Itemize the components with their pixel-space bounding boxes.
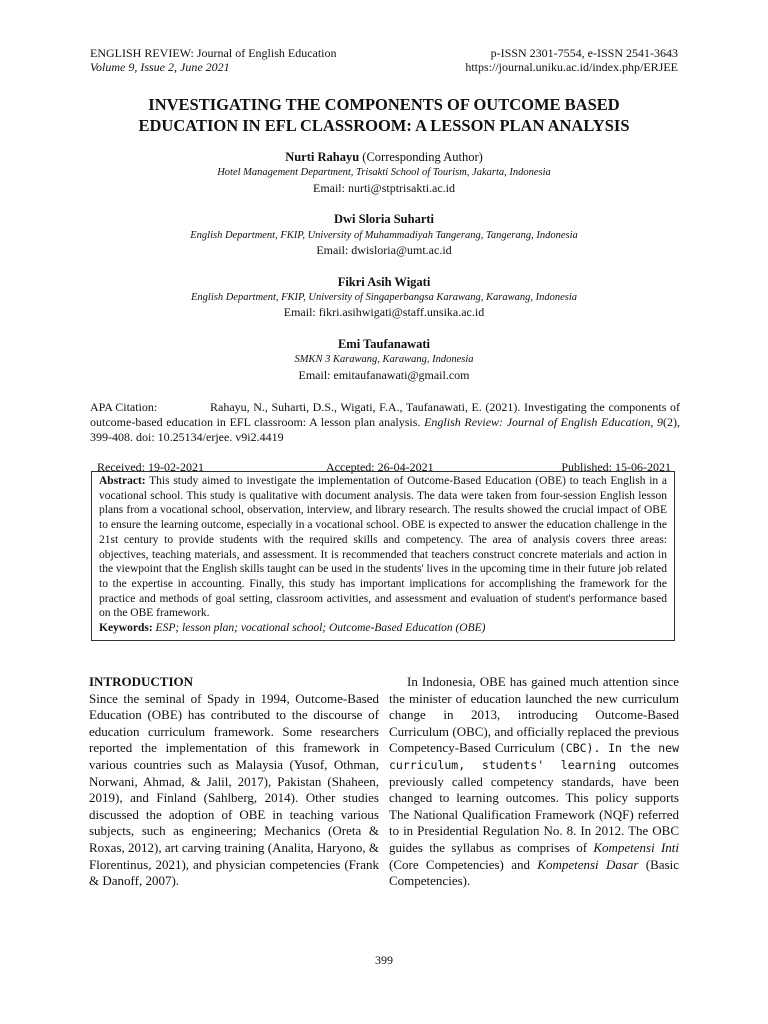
author-note: (Corresponding Author)	[359, 150, 483, 164]
author-4-email[interactable]: Email: emitaufanawati@gmail.com	[298, 368, 470, 382]
received-date: Received: 19-02-2021	[97, 460, 204, 474]
title-line-1: INVESTIGATING THE COMPONENTS OF OUTCOME BASED	[148, 95, 620, 114]
apa-citation	[90, 400, 680, 445]
term-kompetensi-inti: Kompetensi Inti	[593, 839, 679, 855]
term-kompetensi-dasar: Kompetensi Dasar	[537, 856, 639, 872]
page-number: 399	[375, 953, 393, 967]
citation-label: APA Citation:	[90, 400, 158, 414]
author-name: Dwi Sloria Suharti	[333, 212, 434, 226]
author-1-affiliation: Hotel Management Department, Trisakti School of Tourism, Jakarta, Indonesia	[217, 167, 551, 178]
journal-url[interactable]: https://journal.uniku.ac.id/index.php/ERJEE	[465, 60, 678, 74]
citation-rest: (2), 399-408. doi: 10.25134/erjee. v9i2.4419	[90, 415, 680, 444]
intro-paragraph-right	[389, 674, 679, 890]
keywords	[99, 621, 667, 636]
author-1	[60, 150, 708, 165]
citation-text: Rahayu, N., Suharti, D.S., Wigati, F.A., Taufanawati, E. (2021). Investigating the components of outcome-based education in EFL classroom: A lesson plan analysis.	[90, 400, 680, 429]
author-name: Nurti Rahayu	[285, 150, 360, 164]
left-column	[89, 674, 379, 890]
author-2-affiliation: English Department, FKIP, University of Muhammadiyah Tangerang, Tangerang, Indonesia	[190, 230, 578, 241]
right-column	[389, 674, 679, 890]
author-3-email[interactable]: Email: fikri.asihwigati@staff.unsika.ac.id	[283, 305, 485, 319]
author-4	[60, 337, 708, 352]
published-date: Published: 15-06-2021	[561, 460, 671, 474]
author-name: Emi Taufanawati	[337, 337, 431, 351]
keywords-label: Keywords:	[99, 622, 153, 635]
author-2	[60, 212, 708, 227]
issn-info: p-ISSN 2301-7554, e-ISSN 2541-3643	[490, 46, 678, 60]
abstract-box	[91, 471, 675, 641]
paragraph-text: outcomes previously called competency standards, have been changed to learning outcomes. This policy supports The National Qualification Framework (NQF) referred to in Presidential Regulation No. 8. In 2012. The OBC guides the syllabus as comprises of	[389, 756, 679, 855]
author-3	[60, 275, 708, 290]
author-3-affiliation: English Department, FKIP, University of Singaperbangsa Karawang, Karawang, Indonesia	[191, 292, 577, 303]
author-2-email[interactable]: Email: dwisloria@umt.ac.id	[316, 243, 452, 257]
paragraph-text: (Core Competencies) and	[389, 856, 538, 872]
accepted-date: Accepted: 26-04-2021	[326, 460, 434, 474]
abstract-text: This study aimed to investigate the implementation of Outcome-Based Education (OBE) to teach English in a vocational school. This study is qualitative with document analysis. The data were taken from four-session English lesson plans from a vocational school, observation, interview, and library research. The results showed the crucial impact of OBE to ensure the learning outcome, especially in a vocational school. OBE is expected to answer the education challenge in the 21st century to provide students with the required skills and competency. The area of analysis covers three areas: objectives, teaching materials, and assessment. It is recommended that teachers construct concrete materials and action in the viewpoint that the English skills taught can be used in the students' lives in the upcoming time in their future job related to the expertise in accounting. Finally, this study has important implications for accomplishing the framework for the practice and methods of goal setting, classroom activities, and assessment and evaluation of student's performance based on the OBE framework.	[99, 475, 668, 620]
paragraph-text: In Indonesia, OBE has gained much attention since the minister of education launched the new curriculum change in 2013, introducing Outcome-Based Curriculum (OBC), and officially replaced the previous Competency-Based Curriculum	[389, 674, 679, 756]
abstract	[99, 474, 667, 621]
intro-paragraph-left: Since the seminal of Spady in 1994, Outcome-Based Education (OBE) has contributed to the discourse of education curriculum framework. Some researchers reported the implementation of this framework in various countries such as Malaysia (Yusof, Othman, Norwani, Ahmad, & Jalil, 2017), Pakistan (Shaheen, 2019), and Finland (Sahlberg, 2014). Other studies discussed the adoption of OBE in teaching various subjects, such as engineering; Mechanics (Oreta & Roxas, 2012), art carving training (Analita, Haryono, & Florentinus, 2021), and physician competencies (Frank & Danoff, 2007).	[89, 690, 379, 889]
section-heading: INTRODUCTION	[89, 674, 194, 689]
title-line-2: EDUCATION IN EFL CLASSROOM: A LESSON PLAN ANALYSIS	[138, 116, 630, 135]
author-name: Fikri Asih Wigati	[337, 275, 431, 289]
paper-title	[60, 94, 708, 136]
paragraph-text-mono: (CBC). In the new curriculum, students' learning	[389, 741, 679, 772]
abstract-label: Abstract:	[99, 475, 146, 487]
paragraph-text: (Basic Competencies).	[389, 856, 680, 889]
keywords-text: ESP; lesson plan; vocational school; Outcome-Based Education (OBE)	[152, 622, 486, 635]
author-4-affiliation: SMKN 3 Karawang, Karawang, Indonesia	[294, 354, 474, 365]
journal-name: ENGLISH REVIEW: Journal of English Education	[90, 46, 337, 60]
volume-info: Volume 9, Issue 2, June 2021	[90, 60, 230, 74]
citation-journal: English Review: Journal of English Education, 9	[424, 415, 663, 429]
author-1-email[interactable]: Email: nurti@stptrisakti.ac.id	[312, 181, 456, 195]
